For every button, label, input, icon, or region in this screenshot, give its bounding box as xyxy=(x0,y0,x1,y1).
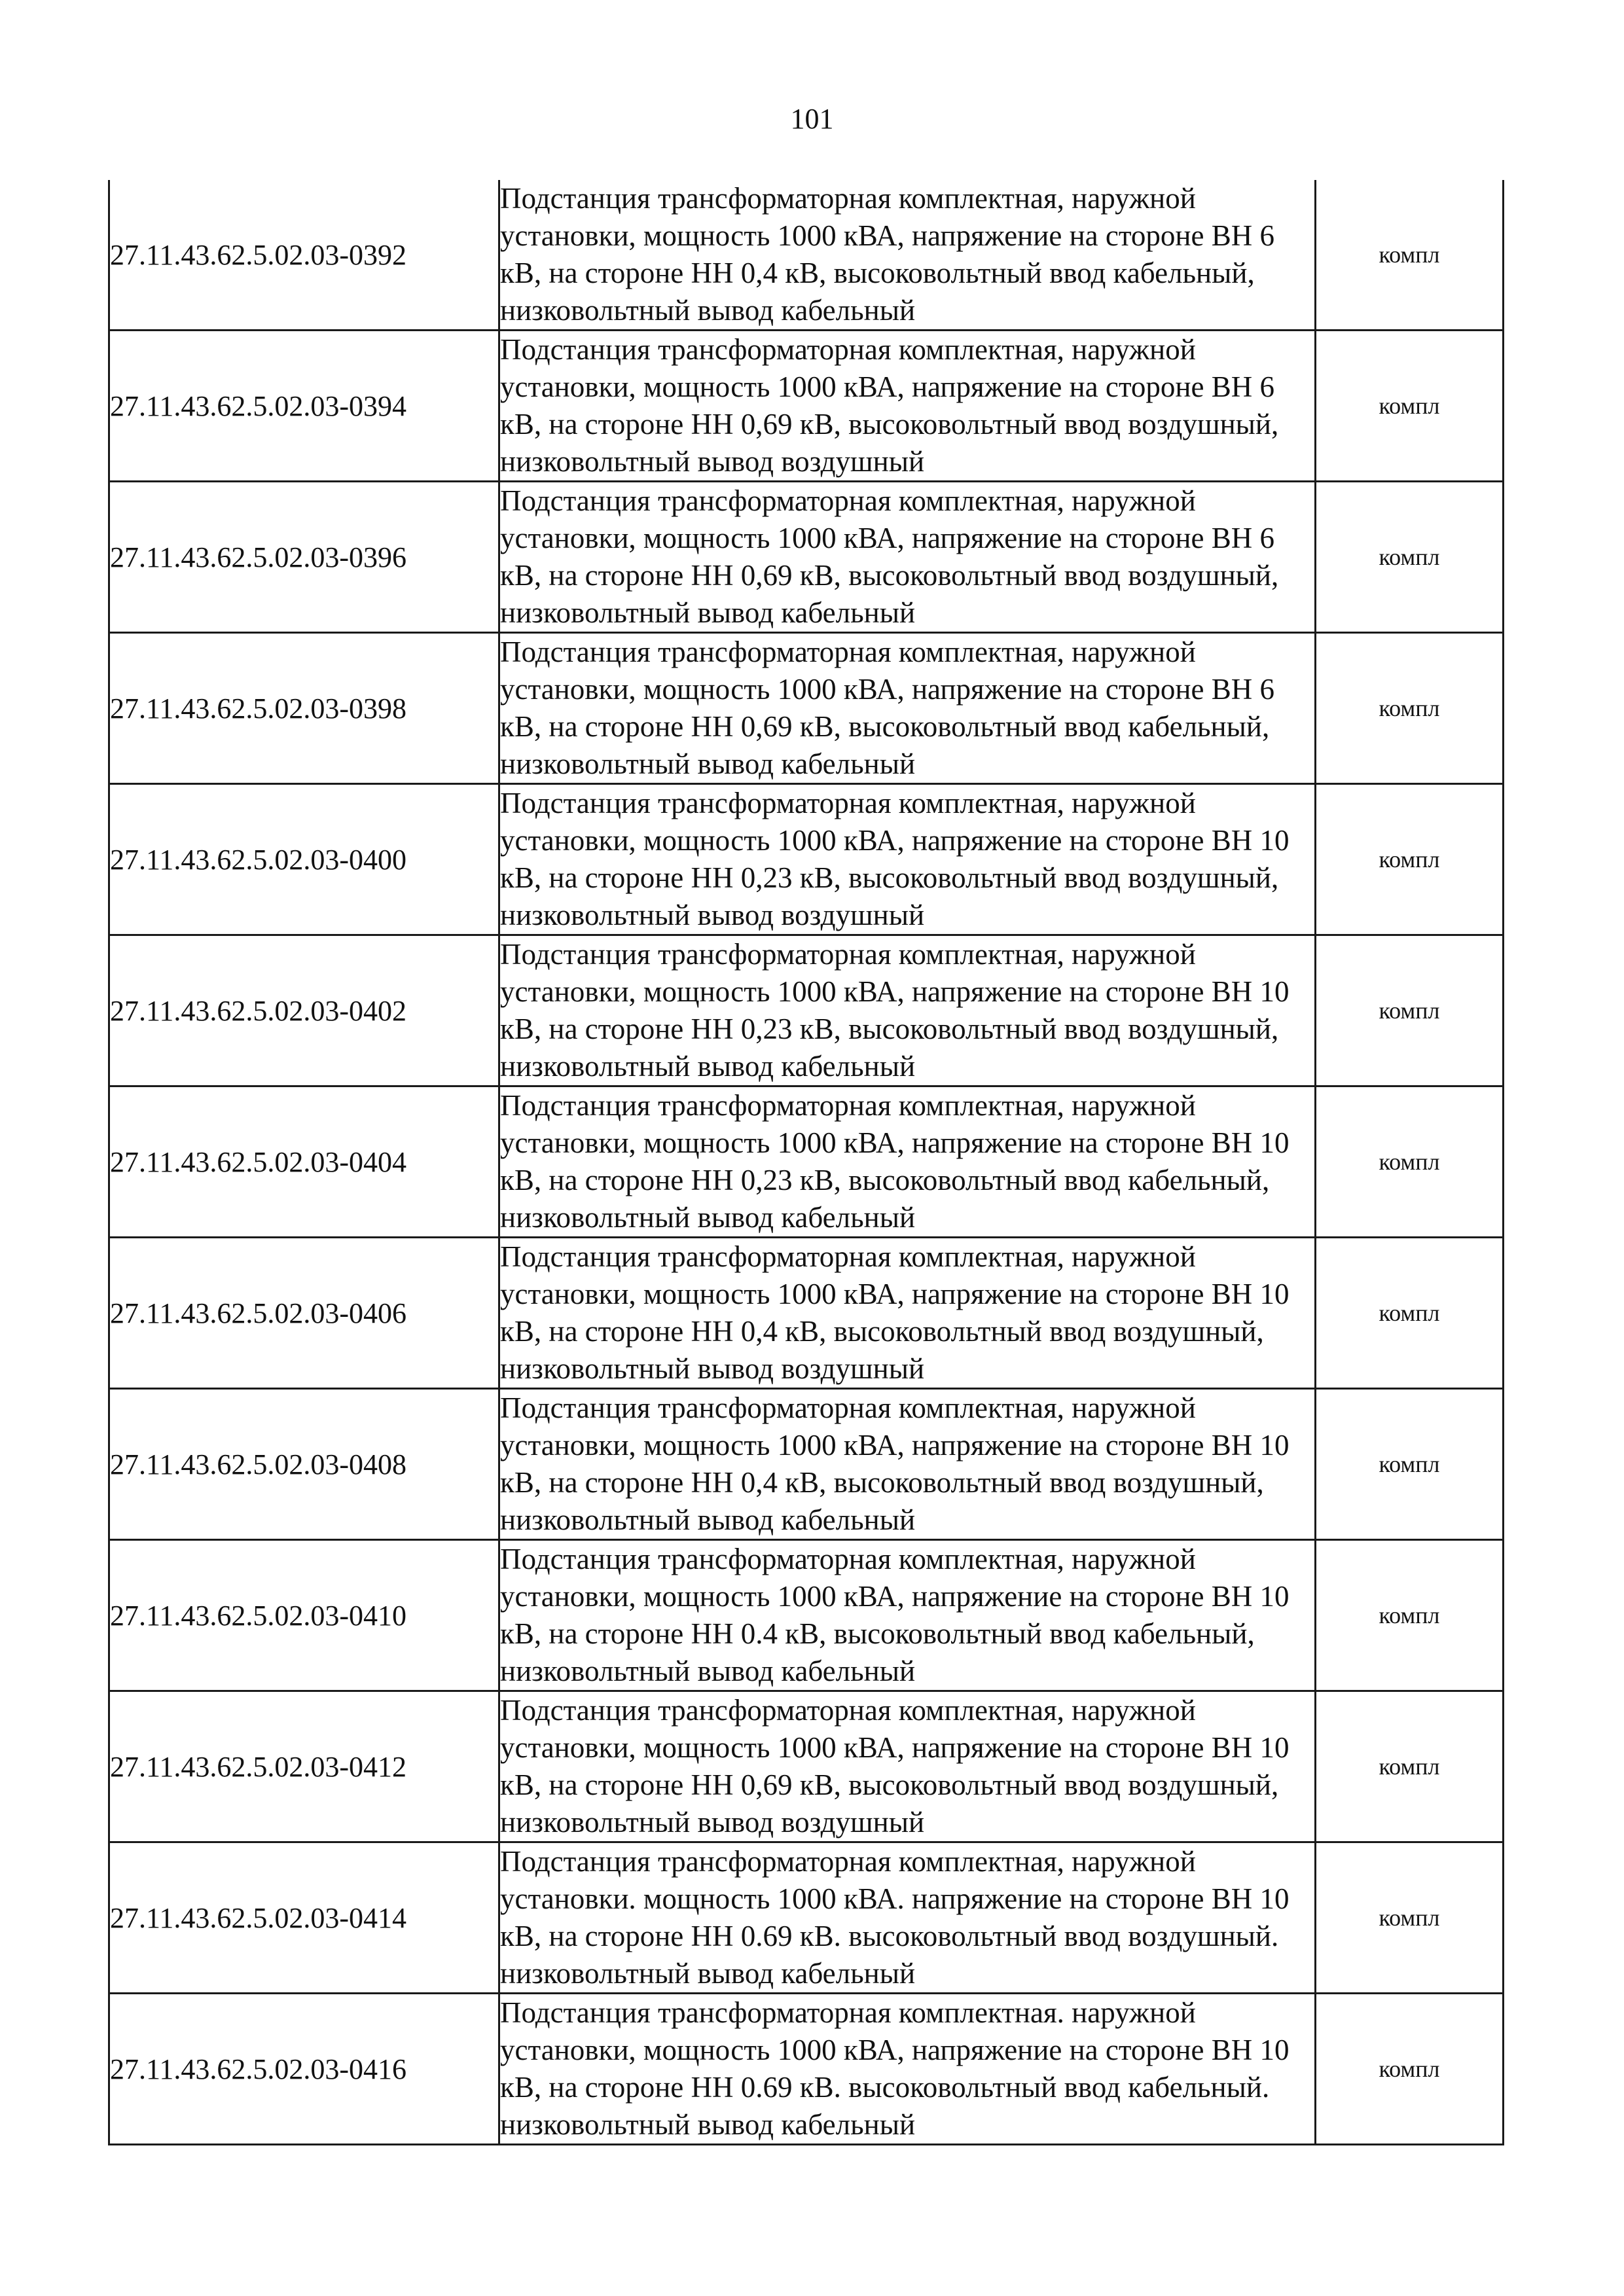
resource-code-cell: 27.11.43.62.5.02.03-0412 xyxy=(109,1691,499,1842)
resource-description-cell: Подстанция трансформаторная комплектная, наружной установки, мощность 1000 кВА, напряжение на стороне ВН 6 кВ, на стороне НН 0,69 кВ, высоковольтный ввод кабельный, низковольтный вывод кабельный xyxy=(499,633,1316,784)
unit-cell: компл xyxy=(1316,482,1504,633)
resource-code-cell: 27.11.43.62.5.02.03-0406 xyxy=(109,1238,499,1389)
unit-cell: компл xyxy=(1316,1086,1504,1238)
resource-description-cell: Подстанция трансформаторная комплектная, наружной установки, мощность 1000 кВА, напряжение на стороне ВН 10 кВ, на стороне НН 0,4 кВ, высоковольтный ввод воздушный, низковольтный вывод воздушный xyxy=(499,1238,1316,1389)
unit-cell: компл xyxy=(1316,1691,1504,1842)
resource-description-cell: Подстанция трансформаторная комплектная, наружной установки, мощность 1000 кВА, напряжение на стороне ВН 6 кВ, на стороне НН 0,4 кВ, высоковольтный ввод кабельный, низковольтный вывод кабельный xyxy=(499,180,1316,331)
unit-cell: компл xyxy=(1316,1238,1504,1389)
table-row xyxy=(109,935,1504,1086)
unit-cell: компл xyxy=(1316,1994,1504,2145)
unit-cell: компл xyxy=(1316,633,1504,784)
table-row xyxy=(109,1540,1504,1691)
resource-description-cell: Подстанция трансформаторная комплектная, наружной установки, мощность 1000 кВА, напряжение на стороне ВН 10 кВ, на стороне НН 0,23 кВ, высоковольтный ввод кабельный, низковольтный вывод кабельный xyxy=(499,1086,1316,1238)
unit-cell: компл xyxy=(1316,1540,1504,1691)
resource-code-cell: 27.11.43.62.5.02.03-0414 xyxy=(109,1842,499,1994)
table-row xyxy=(109,1994,1504,2145)
resource-code-cell: 27.11.43.62.5.02.03-0396 xyxy=(109,482,499,633)
resource-code-cell: 27.11.43.62.5.02.03-0416 xyxy=(109,1994,499,2145)
table-row xyxy=(109,1691,1504,1842)
resource-code-cell: 27.11.43.62.5.02.03-0400 xyxy=(109,784,499,935)
page-number: 101 xyxy=(790,103,834,135)
resource-code-cell: 27.11.43.62.5.02.03-0404 xyxy=(109,1086,499,1238)
resource-code-cell: 27.11.43.62.5.02.03-0394 xyxy=(109,331,499,482)
table-row xyxy=(109,1389,1504,1540)
unit-cell: компл xyxy=(1316,331,1504,482)
resource-description-cell: Подстанция трансформаторная комплектная, наружной установки, мощность 1000 кВА, напряжение на стороне ВН 10 кВ, на стороне НН 0,69 кВ, высоковольтный ввод воздушный, низковольтный вывод воздушный xyxy=(499,1691,1316,1842)
unit-cell: компл xyxy=(1316,935,1504,1086)
resource-description-cell: Подстанция трансформаторная комплектная, наружной установки, мощность 1000 кВА, напряжение на стороне ВН 10 кВ, на стороне НН 0.4 кВ, высоковольтный ввод кабельный, низковольтный вывод кабельный xyxy=(499,1540,1316,1691)
resource-description-cell: Подстанция трансформаторная комплектная, наружной установки. мощность 1000 кВА. напряжение на стороне ВН 10 кВ, на стороне НН 0.69 кВ. высоковольтный ввод воздушный. низковольтный вывод кабельный xyxy=(499,1842,1316,1994)
table-row xyxy=(109,180,1504,331)
resource-code-cell: 27.11.43.62.5.02.03-0398 xyxy=(109,633,499,784)
unit-cell: компл xyxy=(1316,784,1504,935)
resource-description-cell: Подстанция трансформаторная комплектная, наружной установки, мощность 1000 кВА, напряжение на стороне ВН 10 кВ, на стороне НН 0,23 кВ, высоковольтный ввод воздушный, низковольтный вывод кабельный xyxy=(499,935,1316,1086)
resource-description-cell: Подстанция трансформаторная комплектная, наружной установки, мощность 1000 кВА, напряжение на стороне ВН 10 кВ, на стороне НН 0,4 кВ, высоковольтный ввод воздушный, низковольтный вывод кабельный xyxy=(499,1389,1316,1540)
resource-description-cell: Подстанция трансформаторная комплектная, наружной установки, мощность 1000 кВА, напряжение на стороне ВН 6 кВ, на стороне НН 0,69 кВ, высоковольтный ввод воздушный, низковольтный вывод воздушный xyxy=(499,331,1316,482)
table-row xyxy=(109,482,1504,633)
resource-code-cell: 27.11.43.62.5.02.03-0402 xyxy=(109,935,499,1086)
table-row xyxy=(109,1842,1504,1994)
unit-cell: компл xyxy=(1316,1389,1504,1540)
table-row xyxy=(109,633,1504,784)
table-row xyxy=(109,331,1504,482)
resource-description-cell: Подстанция трансформаторная комплектная, наружной установки, мощность 1000 кВА, напряжение на стороне ВН 6 кВ, на стороне НН 0,69 кВ, высоковольтный ввод воздушный, низковольтный вывод кабельный xyxy=(499,482,1316,633)
resource-code-cell: 27.11.43.62.5.02.03-0410 xyxy=(109,1540,499,1691)
table-row xyxy=(109,1086,1504,1238)
table-row xyxy=(109,1238,1504,1389)
unit-cell: компл xyxy=(1316,180,1504,331)
resource-description-cell: Подстанция трансформаторная комплектная. наружной установки, мощность 1000 кВА, напряжение на стороне ВН 10 кВ, на стороне НН 0.69 кВ. высоковольтный ввод кабельный. низковольтный вывод кабельный xyxy=(499,1994,1316,2145)
resource-code-cell: 27.11.43.62.5.02.03-0392 xyxy=(109,180,499,331)
table-body xyxy=(109,180,1504,2145)
unit-cell: компл xyxy=(1316,1842,1504,1994)
resource-catalog-table xyxy=(108,180,1504,2145)
resource-description-cell: Подстанция трансформаторная комплектная, наружной установки, мощность 1000 кВА, напряжение на стороне ВН 10 кВ, на стороне НН 0,23 кВ, высоковольтный ввод воздушный, низковольтный вывод воздушный xyxy=(499,784,1316,935)
resource-code-cell: 27.11.43.62.5.02.03-0408 xyxy=(109,1389,499,1540)
table-row xyxy=(109,784,1504,935)
